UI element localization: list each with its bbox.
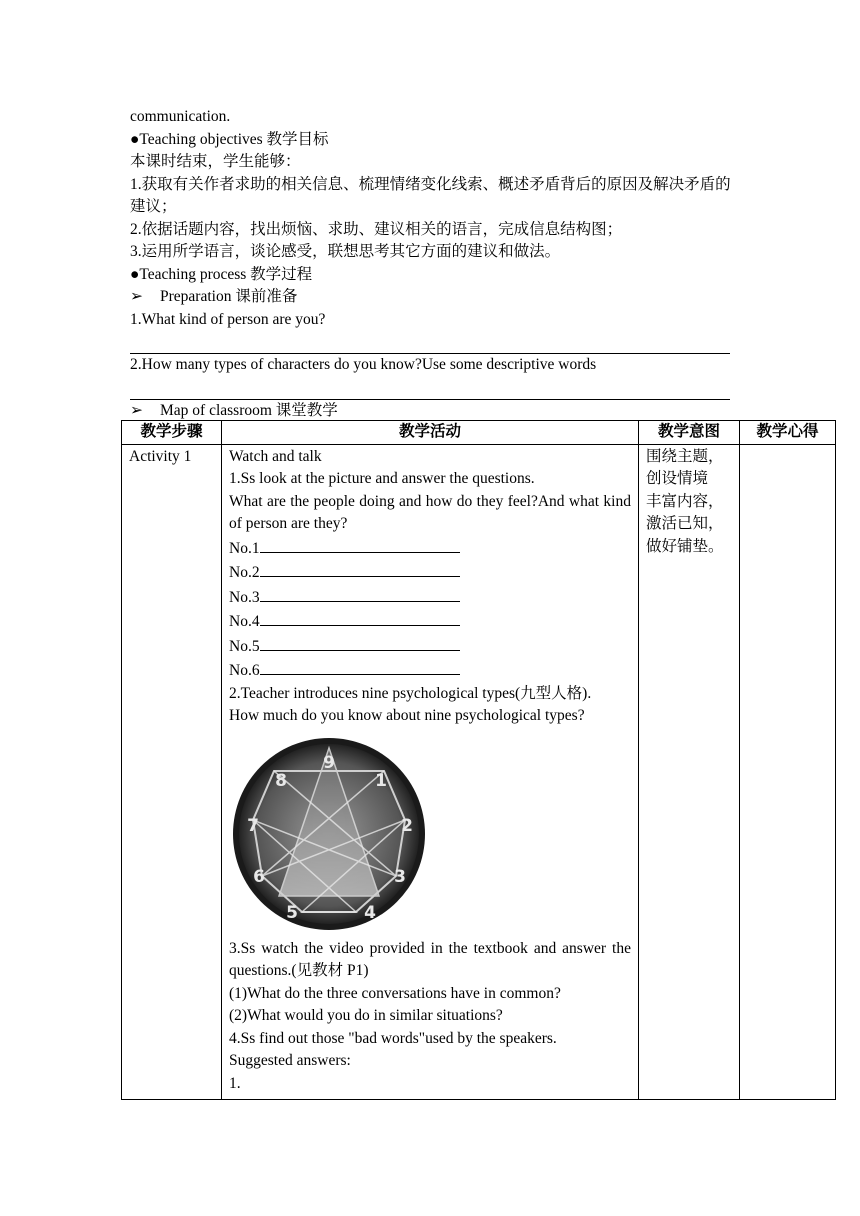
text-line: communication. <box>130 108 231 125</box>
intent-line: 丰富内容， <box>646 492 724 510</box>
enneagram-label: 7 <box>247 815 259 836</box>
number-line: No.6 <box>229 658 631 683</box>
answer-item: 1. <box>229 1074 241 1092</box>
document-body <box>130 106 736 422</box>
activity-cell <box>222 444 639 1099</box>
header-intent: 教学意图 <box>639 421 740 445</box>
activity-question: What are the people doing and how do they feel?And what kind of person are they? <box>229 492 631 532</box>
answer-blank-line <box>260 536 460 553</box>
enneagram-label: 8 <box>275 770 287 791</box>
header-notes: 教学心得 <box>740 421 836 445</box>
number-line: No.2 <box>229 560 631 585</box>
preparation-heading: ➢ Preparation 课前准备 <box>130 286 736 309</box>
objective-item: 3.运用所学语言，谈论感受，联想思考其它方面的建议和做法。 <box>130 243 561 260</box>
table-header-row <box>122 421 836 445</box>
enneagram-label: 1 <box>375 770 387 791</box>
answer-blank-line <box>260 560 460 577</box>
activity-question: (2)What would you do in similar situations? <box>229 1007 503 1024</box>
header-step: 教学步骤 <box>122 421 222 445</box>
notes-cell <box>740 444 836 1099</box>
answer-blank-line <box>130 377 730 400</box>
objective-item: 2.依据话题内容，找出烦恼、求助、建议相关的语言，完成信息结构图； <box>130 220 623 238</box>
enneagram-label: 5 <box>286 902 298 923</box>
map-heading: ➢ Map of classroom 课堂教学 <box>130 400 736 423</box>
answer-blank-line <box>260 658 460 675</box>
answer-blank-line <box>260 585 460 602</box>
activity-item: 4.Ss find out those "bad words"used by the speakers. <box>229 1029 557 1047</box>
header-activity: 教学活动 <box>222 421 639 445</box>
activity-question: (1)What do the three conversations have in common? <box>229 984 561 1002</box>
activity-item: 2.Teacher introduces nine psychological types(九型人格). <box>229 684 592 702</box>
arrow-bullet-icon: ➢ <box>130 401 143 419</box>
lesson-table <box>121 420 836 1100</box>
enneagram-label: 3 <box>394 866 406 887</box>
suggested-answers-label: Suggested answers: <box>229 1052 351 1069</box>
objective-item: 1.获取有关作者求助的相关信息、梳理情绪变化线索、概述矛盾背后的原因及解决矛盾的建议； <box>130 175 731 215</box>
intent-line: 围绕主题， <box>646 447 724 465</box>
arrow-bullet-icon: ➢ <box>130 288 143 305</box>
objectives-heading: ●Teaching objectives 教学目标 <box>130 130 329 148</box>
prep-question-2: 2.How many types of characters do you know?Use some descriptive words <box>130 356 597 373</box>
intent-cell <box>639 444 740 1099</box>
intent-line: 做好铺垫。 <box>646 537 724 555</box>
enneagram-label: 6 <box>253 866 265 887</box>
step-cell: Activity 1 <box>122 444 222 1099</box>
process-heading: ●Teaching process 教学过程 <box>130 265 313 283</box>
enneagram-label: 4 <box>364 902 376 923</box>
prep-question-1: 1.What kind of person are you? <box>130 310 326 328</box>
number-line: No.3 <box>229 585 631 610</box>
intent-line: 创设情境 <box>646 470 709 487</box>
number-line: No.4 <box>229 609 631 634</box>
answer-blank-line <box>260 634 460 651</box>
activity-title: Watch and talk <box>229 447 322 465</box>
activity-item: 1.Ss look at the picture and answer the questions. <box>229 470 535 487</box>
enneagram-label: 2 <box>401 815 413 836</box>
activity-item: 3.Ss watch the video provided in the textbook and answer the questions.(见教材 P1) <box>229 939 631 979</box>
answer-blank-line <box>130 331 730 354</box>
number-line: No.1 <box>229 536 631 561</box>
enneagram-label: 9 <box>323 752 335 773</box>
enneagram-image <box>231 736 427 932</box>
number-line: No.5 <box>229 634 631 659</box>
activity-question: How much do you know about nine psychological types? <box>229 707 585 724</box>
intent-line: 激活已知， <box>646 515 724 532</box>
table-row <box>122 444 836 1099</box>
answer-blank-line <box>260 609 460 626</box>
objectives-lead: 本课时结束，学生能够： <box>130 153 301 170</box>
